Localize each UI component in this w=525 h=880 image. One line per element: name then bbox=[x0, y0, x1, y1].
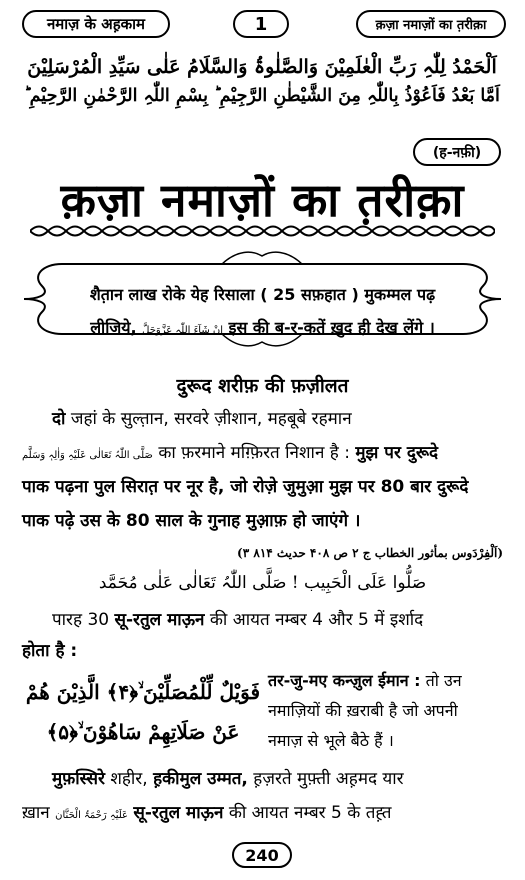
section-heading: दुरूद शरीफ़ की फ़ज़ीलत bbox=[176, 375, 349, 397]
verse-line-1: فَوَیْلٌ لِّلْمُصَلِّیْنَ ۙ﴿۴﴾ الَّذِیْنَ هُمْ bbox=[25, 680, 261, 704]
para1-line-3-text: पाक पढ़ना पुल सिरात़ पर नूर है, जो रोज़े जुमुआ़ मुझ पर 80 बार दुरूदे bbox=[22, 477, 469, 497]
para1-line-2 bbox=[22, 440, 503, 463]
para1-line-4 bbox=[22, 508, 503, 531]
footer-page-number: 240 bbox=[232, 842, 292, 868]
para1-line-2-bold: मुझ पर दुरूदे bbox=[355, 443, 439, 463]
page-title: क़ज़ा नमाज़ों का त़रीक़ा bbox=[60, 173, 465, 227]
para3-surah-name: सू-रतुल माऊ़न bbox=[133, 803, 224, 823]
para3-line-2 bbox=[22, 800, 503, 823]
para3-line-2-start: ख़ान bbox=[22, 803, 50, 823]
para1-line-4-text: पाक पढ़े उस के 80 साल के गुनाह मुआ़फ़ हो जाएंगे । bbox=[22, 511, 361, 531]
para3-mid: शहीर, bbox=[110, 769, 148, 789]
arabic-opening-line-2: اَمَّا بَعْدُ فَاَعُوْذُ بِاللّٰہِ مِنَ الشَّیْطٰنِ الرَّجِیْمِ ؕ بِسْمِ اللّٰہِ الرَّحْمٰنِ الرَّحِیْمِ ؕ bbox=[24, 86, 500, 106]
arabic-opening-line-1: اَلْحَمْدُ لِلّٰہِ رَبِّ الْعٰلَمِیْنَ وَالصَّلٰوۃُ وَالسَّلَامُ عَلٰی سَیِّدِ الْمُرْسَلِیْنَ bbox=[27, 56, 497, 78]
para2-line-1 bbox=[52, 607, 503, 630]
header-chapter-title: नमाज़ के अह़काम bbox=[22, 10, 170, 38]
para3-bold-2: ह़कीमुल उम्मत, bbox=[153, 769, 248, 789]
decorative-chain-divider bbox=[30, 224, 495, 238]
translation-text-3: नमाज़ से भूले बैठे हैं । bbox=[268, 731, 394, 750]
hadith-citation: (اَلْفِرْدَوس بمأثور الخطاب ج ۲ ص ۴۰۸ حدیث ۸۱۴ ۳) bbox=[237, 546, 503, 560]
translation-text-1: तो उन bbox=[425, 671, 462, 690]
para1-line-1-text: जहां के सुल्त़ान, सरवरे ज़ीशान, महबूबे रहमान bbox=[70, 409, 352, 429]
quran-verse bbox=[18, 672, 268, 752]
para2-line-2-text: होता है : bbox=[22, 641, 78, 661]
para3-end: ह़ज़रते मुफ़्ती अह़मद यार bbox=[253, 769, 404, 789]
para3-line-1 bbox=[52, 766, 503, 789]
verse-line-2: عَنْ صَلَاتِهِمْ سَاهُوْنَ ۙ﴿۵﴾ bbox=[46, 720, 240, 744]
note-line-2 bbox=[40, 316, 485, 338]
salat-line: صَلُّوا عَلَی الْحَبِیب ! صَلَّی اللّٰہُ تَعَالٰی عَلٰی مُحَمَّد bbox=[98, 573, 427, 593]
para1-bold-word: दो bbox=[52, 409, 66, 429]
note-line-1: शैत़ान लाख रोके येह रिसाला ( 25 सफ़हात ) मुकम्मल पढ़ bbox=[89, 285, 436, 304]
para3-line-2-end: की आयत नम्बर 5 के तह़्त bbox=[228, 803, 392, 823]
para1-line-2-text: का फ़रमाने मग़्फ़िरत निशान है : bbox=[158, 443, 350, 463]
para3-honorific: عَلَیْہِ رَحْمَۃُ الْحَنَّان bbox=[55, 810, 129, 821]
note-line-2-start: लीजिये, bbox=[90, 318, 137, 337]
header-booklet-title: क़ज़ा नमाज़ों का त़रीक़ा bbox=[356, 10, 506, 38]
translation-text-2: नमाज़ियों की ख़राबी है जो अपनी bbox=[268, 701, 458, 720]
para1-salutation: صَلَّی اللّٰہُ تَعَالٰی عَلَیْہِ وَاٰلِہٖ وَسَلَّم bbox=[22, 450, 153, 461]
translation-label: तर-जु-मए कन्ज़ुल ईमान : bbox=[268, 671, 421, 690]
para2-end: की आयत नम्बर 4 और 5 में इर्शाद bbox=[209, 610, 424, 630]
header-page-number: 1 bbox=[233, 10, 289, 38]
para1-line-3 bbox=[22, 474, 503, 497]
para1-line-1 bbox=[52, 406, 503, 429]
note-line-2-end: इस की ब-र-कतें ख़ुद ही देख लेंगे । bbox=[228, 318, 435, 337]
verse-translation bbox=[268, 666, 506, 756]
hanafi-badge: (ह-नफ़ी) bbox=[413, 138, 501, 166]
para2-start: पारह 30 bbox=[52, 610, 110, 630]
para2-surah-name: सू-रतुल माऊ़न bbox=[114, 610, 205, 630]
para3-bold-1: मुफ़स्सिरे bbox=[52, 769, 105, 789]
note-inshallah: اِنْ شَآءَ اللّٰہ عَزَّوَجَلَّ bbox=[142, 325, 224, 336]
para2-line-2 bbox=[22, 638, 503, 661]
